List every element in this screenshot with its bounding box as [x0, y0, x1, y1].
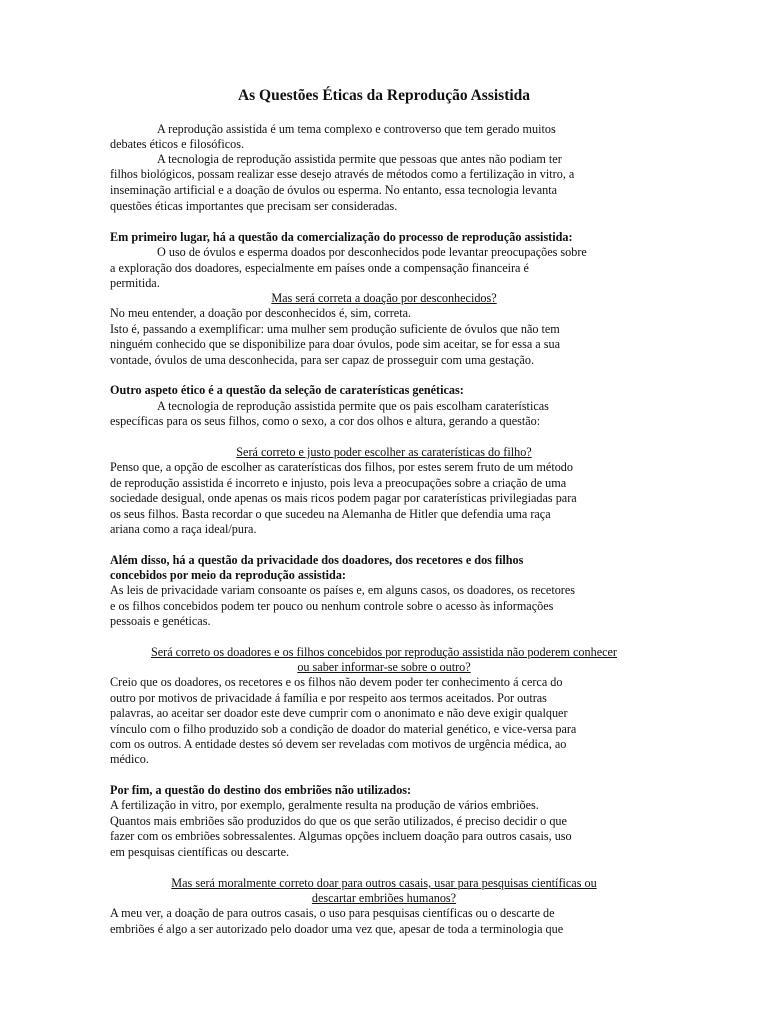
section-answer-line: Isto é, passando a exemplificar: uma mulher sem produção suficiente de óvulos que não tem — [110, 322, 560, 336]
intro-paragraph-2-line: inseminação artificial e a doação de óvulos ou esperma. No entanto, essa tecnologia levanta — [110, 183, 558, 197]
section-answer-line: Penso que, a opção de escolher as caraterísticas dos filhos, por estes serem fruto de um método — [110, 460, 573, 474]
section-body-line: A tecnologia de reprodução assistida permite que os pais escolham caraterísticas — [157, 399, 549, 413]
section-body-line: específicas para os seus filhos, como o sexo, a cor dos olhos e altura, gerando a questão: — [110, 414, 541, 428]
section-answer-line: sociedade desigual, onde apenas os mais ricos podem pagar por caraterísticas privilegiadas para — [110, 491, 577, 505]
section-body-line: pessoais e genéticas. — [110, 614, 211, 628]
section-heading: Além disso, há a questão da privacidade dos doadores, dos recetores e dos filhos — [110, 553, 524, 567]
section-question: Mas será moralmente correto doar para outros casais, usar para pesquisas científicas ou — [171, 876, 597, 890]
section-answer-line: ninguém conhecido que se disponibilize para doar óvulos, pode sim aceitar, se for essa a sua — [110, 337, 560, 351]
section-question: ou saber informar-se sobre o outro? — [297, 660, 471, 674]
intro-paragraph-2-line: questões éticas importantes que precisam ser consideradas. — [110, 199, 398, 213]
section-answer-line: embriões é algo a ser autorizado pelo doador uma vez que, apesar de toda a terminologia que — [110, 922, 564, 936]
intro-paragraph-1-line: debates éticos e filosóficos. — [110, 137, 245, 151]
section-question: descartar embriões humanos? — [311, 891, 457, 905]
section-answer-line: com os outros. A entidade destes só devem ser reveladas com motivos de urgência médica, ao — [110, 737, 567, 751]
section-body-line: fazer com os embriões sobressalentes. Algumas opções incluem doação para outros casais, uso — [110, 829, 572, 843]
section-heading: Em primeiro lugar, há a questão da comercialização do processo de reprodução assistida: — [110, 230, 573, 244]
section-question: Será correto os doadores e os filhos concebidos por reprodução assistida não poderem conhecer — [150, 645, 617, 659]
section-body-line: a exploração dos doadores, especialmente em países onde a compensação financeira é — [110, 261, 529, 275]
section-heading: Outro aspeto ético é a questão da seleção de caraterísticas genéticas: — [110, 383, 464, 397]
section-answer-line: vínculo com o filho produzido sob a condição de doador do material genético, e vice-versa para — [110, 722, 577, 736]
section-heading: concebidos por meio da reprodução assistida: — [110, 568, 346, 582]
section-question: Será correto e justo poder escolher as caraterísticas do filho? — [236, 445, 532, 459]
section-body-line: e os filhos concebidos podem ter pouco ou nenhum controle sobre o acesso às informações — [110, 599, 554, 613]
intro-paragraph-1-line: A reprodução assistida é um tema complexo e controverso que tem gerado muitos — [157, 122, 556, 136]
section-answer-line: de reprodução assistida é incorreto e injusto, pois leva a preocupações sobre a criação de uma — [110, 476, 567, 490]
section-answer-line: vontade, óvulos de uma desconhecida, para ser capaz de prosseguir com uma gestação. — [110, 353, 535, 367]
section-body-line: permitida. — [110, 276, 160, 290]
section-answer-line: outro por motivos de privacidade á família e por respeito aos termos aceitados. Por outras — [110, 691, 547, 705]
intro-paragraph-2-line: A tecnologia de reprodução assistida permite que pessoas que antes não podiam ter — [157, 152, 562, 166]
section-answer-line: Creio que os doadores, os recetores e os filhos não devem poder ter conhecimento á cerca do — [110, 675, 563, 689]
section-heading: Por fim, a questão do destino dos embriões não utilizados: — [110, 783, 412, 797]
section-answer-line: os seus filhos. Basta recordar o que sucedeu na Alemanha de Hitler que defendia uma raça — [110, 507, 551, 521]
section-question: Mas será correta a doação por desconhecidos? — [271, 291, 497, 305]
section-body-line: As leis de privacidade variam consoante os países e, em alguns casos, os doadores, os recetores — [110, 583, 576, 597]
document-title: As Questões Éticas da Reprodução Assistida — [237, 87, 531, 104]
section-body-line: O uso de óvulos e esperma doados por desconhecidos pode levantar preocupações sobre — [157, 245, 587, 259]
section-answer-line: palavras, ao aceitar ser doador este deve cumprir com o anonimato e não deve exigir qualquer — [110, 706, 568, 720]
intro-paragraph-2-line: filhos biológicos, possam realizar esse desejo através de métodos como a fertilização in vitro, a — [110, 167, 575, 181]
section-answer-line: ariana como a raça ideal/pura. — [110, 522, 257, 536]
section-body-line: Quantos mais embriões são produzidos do que os que serão utilizados, é preciso decidir o que — [110, 814, 567, 828]
section-answer-line: No meu entender, a doação por desconhecidos é, sim, correta. — [110, 306, 412, 320]
section-answer-line: A meu ver, a doação de para outros casais, o uso para pesquisas científicas ou o descarte de — [110, 906, 555, 920]
section-body-line: A fertilização in vitro, por exemplo, geralmente resulta na produção de vários embriões. — [110, 798, 539, 812]
section-body-line: em pesquisas científicas ou descarte. — [110, 845, 290, 859]
section-answer-line: médico. — [110, 752, 149, 766]
